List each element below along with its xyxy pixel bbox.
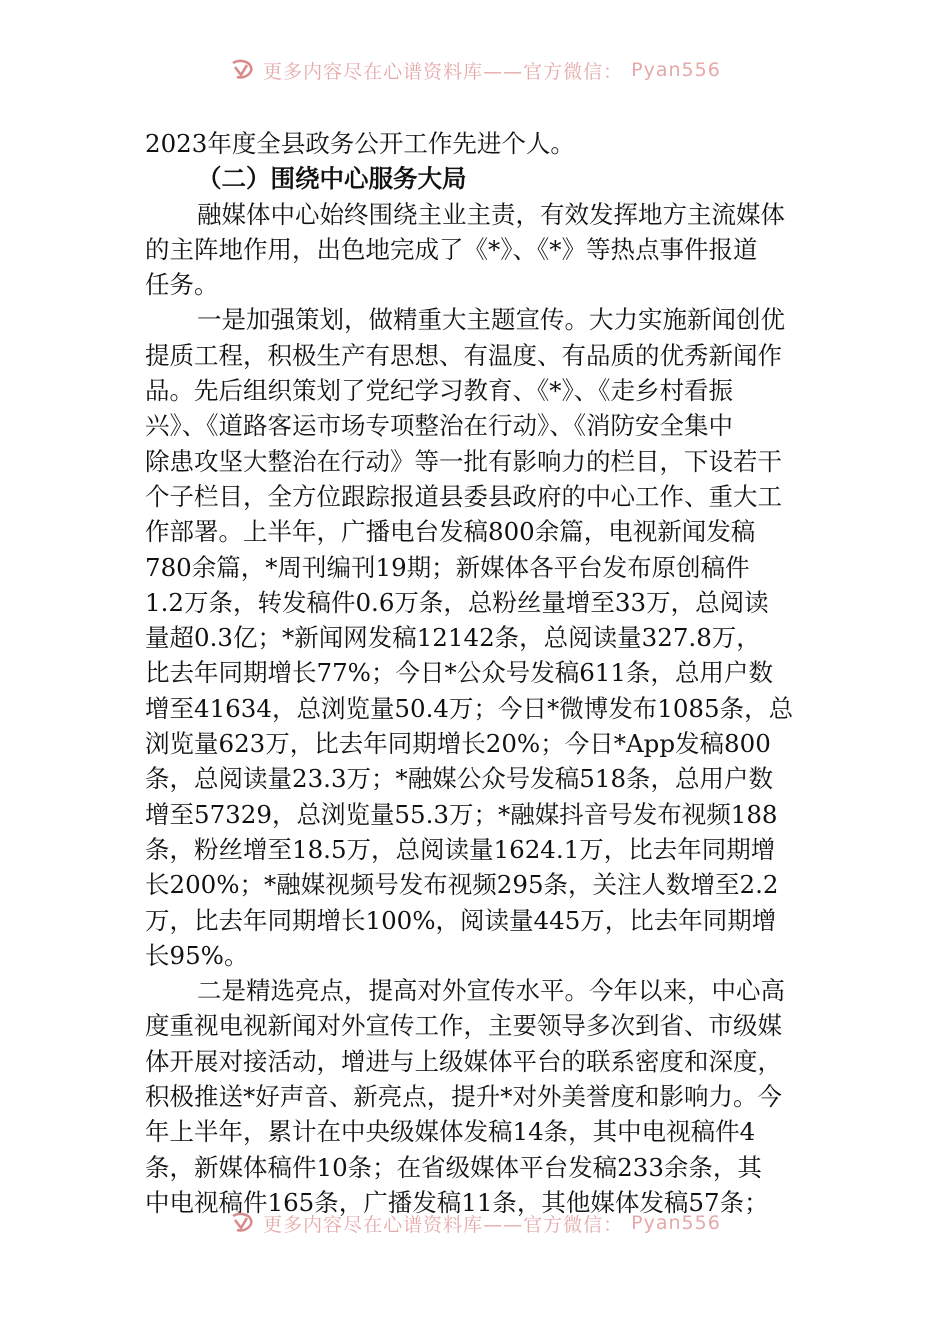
text-line: 条，新媒体稿件10条；在省级媒体平台发稿233余条，其 [145,1152,762,1182]
text-line: 780余篇，*周刊编刊19期；新媒体各平台发布原创稿件 [145,552,750,582]
watermark-footer [0,1203,950,1243]
text-line: 增至57329，总浏览量55.3万；*融媒抖音号发布视频188 [145,799,778,829]
watermark-header [0,50,950,90]
text-line: 度重视电视新闻对外宣传工作，主要领导多次到省、市级媒 [145,1011,782,1041]
brand-logo-icon [229,1210,255,1236]
text-line: 积极推送*好声音、新亮点，提升*对外美誉度和影响力。今 [145,1082,782,1112]
text-line: 增至41634，总浏览量50.4万；今日*微博发布1085条，总 [145,693,794,723]
text-line: 条，粉丝增至18.5万，总阅读量1624.1万，比去年同期增 [145,834,776,864]
text-line: 长95%。 [145,940,249,970]
watermark-handle: Pyan556 [631,1212,721,1234]
watermark-text: 更多内容尽在心谱资料库——官方微信： [263,1213,624,1236]
text-line: 中电视稿件165条，广播发稿11条，其他媒体发稿57条； [145,1187,769,1217]
text-line: 个子栏目，全方位跟踪报道县委县政府的中心工作、重大工 [145,481,782,511]
text-line: 二是精选亮点，提高对外宣传水平。今年以来，中心高 [197,976,785,1006]
watermark-handle: Pyan556 [631,59,721,81]
text-line: 年上半年，累计在中央级媒体发稿14条，其中电视稿件4 [145,1117,756,1147]
text-line: 作部署。上半年，广播电台发稿800余篇，电视新闻发稿 [145,517,756,547]
text-line: 条，总阅读量23.3万；*融媒公众号发稿518条，总用户数 [145,764,774,794]
document-body [145,126,807,1220]
text-line: 融媒体中心始终围绕主业主责，有效发挥地方主流媒体 [197,199,785,229]
text-line: 万，比去年同期增长100%，阅读量445万，比去年同期增 [145,905,777,935]
text-line: 浏览量623万，比去年同期增长20%；今日*App发稿800 [145,729,771,759]
brand-logo-icon [229,57,255,83]
text-line: 长200%；*融媒视频号发布视频295条，关注人数增至2.2 [145,870,779,900]
text-line: 品。先后组织策划了党纪学习教育、《*》、《走乡村看振 [145,376,733,406]
text-line: 比去年同期增长77%；今日*公众号发稿611条，总用户数 [145,658,773,688]
text-line: 兴》、《道路客运市场专项整治在行动》、《消防安全集中 [145,411,733,441]
text-line: 提质工程，积极生产有思想、有温度、有品质的优秀新闻作 [145,340,782,370]
text-line: 的主阵地作用，出色地完成了《*》、《*》等热点事件报道 [145,234,758,264]
text-line: 一是加强策划，做精重大主题宣传。大力实施新闻创优 [197,305,785,335]
text-line: 量超0.3亿；*新闻网发稿12142条，总阅读量327.8万， [145,623,761,653]
section-heading: （二）围绕中心服务大局 [197,164,467,194]
text-line: 1.2万条，转发稿件0.6万条，总粉丝量增至33万，总阅读 [145,587,769,617]
text-line: 任务。 [145,270,219,300]
text-line: 2023年度全县政务公开工作先进个人。 [145,129,575,158]
text-line: 体开展对接活动，增进与上级媒体平台的联系密度和深度， [145,1046,782,1076]
text-line: 除患攻坚大整治在行动》等一批有影响力的栏目，下设若干 [145,446,782,476]
watermark-text: 更多内容尽在心谱资料库——官方微信： [263,60,624,83]
